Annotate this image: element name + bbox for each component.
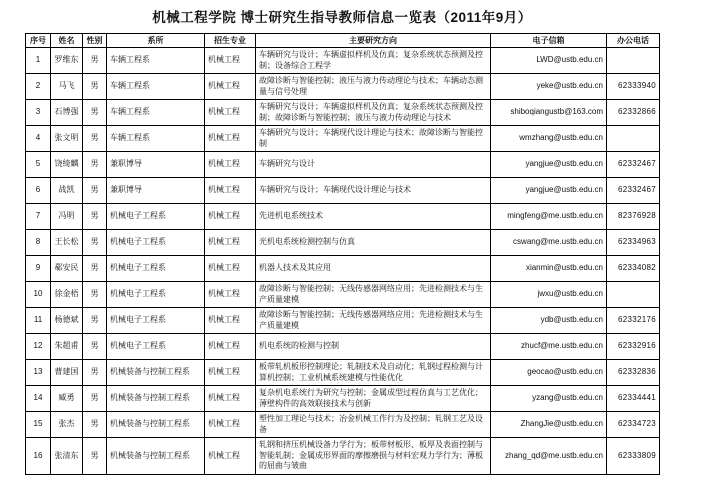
cell-department: 机械电子工程系 xyxy=(107,308,205,334)
table-row xyxy=(26,438,660,475)
cell-gender: 男 xyxy=(83,308,107,334)
cell-teacher-name: 战凯 xyxy=(51,178,83,204)
cell-research-direction: 车辆研究与设计；车辆虚拟样机及仿真；复杂系统状态预测及控制；设备综合工程学 xyxy=(256,48,491,74)
cell-department: 机械装备与控制工程系 xyxy=(107,386,205,412)
table-body xyxy=(26,48,660,475)
cell-serial-number: 15 xyxy=(26,412,51,438)
header-dept: 系所 xyxy=(107,34,205,48)
cell-teacher-name: 臧勇 xyxy=(51,386,83,412)
cell-enrollment-major: 机械工程 xyxy=(205,334,256,360)
cell-department: 机械电子工程系 xyxy=(107,204,205,230)
cell-department: 机械电子工程系 xyxy=(107,282,205,308)
cell-serial-number: 8 xyxy=(26,230,51,256)
cell-enrollment-major: 机械工程 xyxy=(205,204,256,230)
cell-serial-number: 7 xyxy=(26,204,51,230)
cell-gender: 男 xyxy=(83,178,107,204)
cell-research-direction: 车辆研究与设计 xyxy=(256,152,491,178)
cell-email: ydb@ustb.edu.cn xyxy=(491,308,607,334)
cell-serial-number: 12 xyxy=(26,334,51,360)
cell-gender: 男 xyxy=(83,412,107,438)
cell-gender: 男 xyxy=(83,256,107,282)
cell-research-direction: 车辆研究与设计；车辆现代设计理论与技术；故障诊断与智能控制 xyxy=(256,126,491,152)
cell-enrollment-major: 机械工程 xyxy=(205,126,256,152)
cell-enrollment-major: 机械工程 xyxy=(205,178,256,204)
table-row xyxy=(26,152,660,178)
cell-research-direction: 先进机电系统技术 xyxy=(256,204,491,230)
cell-email: wmzhang@ustb.edu.cn xyxy=(491,126,607,152)
cell-serial-number: 2 xyxy=(26,74,51,100)
cell-serial-number: 14 xyxy=(26,386,51,412)
table-row xyxy=(26,360,660,386)
page-title: 机械工程学院 博士研究生指导教师信息一览表（2011年9月） xyxy=(152,10,532,25)
cell-department: 车辆工程系 xyxy=(107,126,205,152)
cell-enrollment-major: 机械工程 xyxy=(205,230,256,256)
cell-department: 机械电子工程系 xyxy=(107,230,205,256)
cell-serial-number: 16 xyxy=(26,438,51,475)
cell-office-phone: 82376928 xyxy=(607,204,660,230)
cell-email: xianmin@ustb.edu.cn xyxy=(491,256,607,282)
header-no: 序号 xyxy=(26,34,51,48)
cell-enrollment-major: 机械工程 xyxy=(205,152,256,178)
table-row xyxy=(26,256,660,282)
teacher-info-sheet xyxy=(25,0,659,475)
cell-teacher-name: 马飞 xyxy=(51,74,83,100)
cell-serial-number: 5 xyxy=(26,152,51,178)
cell-serial-number: 6 xyxy=(26,178,51,204)
cell-teacher-name: 曹建国 xyxy=(51,360,83,386)
cell-office-phone: 62332467 xyxy=(607,178,660,204)
header-gender: 性别 xyxy=(83,34,107,48)
table-row xyxy=(26,126,660,152)
cell-email: yangjue@ustb.edu.cn xyxy=(491,152,607,178)
cell-email: jwxu@ustb.edu.cn xyxy=(491,282,607,308)
cell-office-phone: 62332467 xyxy=(607,152,660,178)
cell-gender: 男 xyxy=(83,152,107,178)
cell-teacher-name: 张文明 xyxy=(51,126,83,152)
cell-teacher-name: 张杰 xyxy=(51,412,83,438)
cell-office-phone: 62334082 xyxy=(607,256,660,282)
table-row xyxy=(26,282,660,308)
cell-gender: 男 xyxy=(83,48,107,74)
cell-research-direction: 复杂机电系统行为研究与控制；金属成型过程仿真与工艺优化；薄壁构件的高效联接技术与创新 xyxy=(256,386,491,412)
cell-email: mingfeng@me.ustb.edu.cn xyxy=(491,204,607,230)
cell-gender: 男 xyxy=(83,334,107,360)
cell-serial-number: 13 xyxy=(26,360,51,386)
cell-gender: 男 xyxy=(83,204,107,230)
cell-gender: 男 xyxy=(83,230,107,256)
cell-office-phone xyxy=(607,48,660,74)
cell-research-direction: 机器人技术及其应用 xyxy=(256,256,491,282)
table-row xyxy=(26,230,660,256)
cell-gender: 男 xyxy=(83,282,107,308)
cell-email: yeke@ustb.edu.cn xyxy=(491,74,607,100)
cell-office-phone xyxy=(607,282,660,308)
table-row xyxy=(26,334,660,360)
cell-department: 兼职博导 xyxy=(107,152,205,178)
cell-research-direction: 车辆研究与设计；车辆现代设计理论与技术 xyxy=(256,178,491,204)
cell-research-direction: 故障诊断与智能控制；无线传感器网络应用；先进检测技术与生产质量建模 xyxy=(256,282,491,308)
cell-enrollment-major: 机械工程 xyxy=(205,412,256,438)
cell-email: yzang@ustb.edu.cn xyxy=(491,386,607,412)
cell-research-direction: 板带轧机板形控制理论；轧制技术及自动化；轧钢过程检测与计算机控制；工业机械系统建模与性能优化 xyxy=(256,360,491,386)
cell-office-phone: 62334723 xyxy=(607,412,660,438)
cell-serial-number: 11 xyxy=(26,308,51,334)
cell-department: 车辆工程系 xyxy=(107,100,205,126)
cell-gender: 男 xyxy=(83,386,107,412)
cell-gender: 男 xyxy=(83,74,107,100)
cell-email: cswang@me.ustb.edu.cn xyxy=(491,230,607,256)
cell-office-phone: 62333940 xyxy=(607,74,660,100)
cell-research-direction: 故障诊断与智能控制；无线传感器网络应用；先进检测技术与生产质量建模 xyxy=(256,308,491,334)
cell-serial-number: 10 xyxy=(26,282,51,308)
table-row xyxy=(26,74,660,100)
cell-department: 机械电子工程系 xyxy=(107,256,205,282)
cell-research-direction: 轧钢和挤压机械设备力学行为；板带材板形、板厚及表面控制与智能轧制；金属成形界面的摩擦磨损与材料宏观力学行为；薄板的屈曲与皱曲 xyxy=(256,438,491,475)
cell-email: ZhangJie@ustb.edu.cn xyxy=(491,412,607,438)
cell-department: 机械装备与控制工程系 xyxy=(107,360,205,386)
cell-gender: 男 xyxy=(83,438,107,475)
cell-enrollment-major: 机械工程 xyxy=(205,438,256,475)
table-row xyxy=(26,386,660,412)
header-name: 姓名 xyxy=(51,34,83,48)
cell-enrollment-major: 机械工程 xyxy=(205,360,256,386)
cell-research-direction: 塑性加工理论与技术；冶金机械工作行为及控制；轧钢工艺及设备 xyxy=(256,412,491,438)
cell-serial-number: 3 xyxy=(26,100,51,126)
cell-enrollment-major: 机械工程 xyxy=(205,48,256,74)
cell-department: 车辆工程系 xyxy=(107,48,205,74)
cell-research-direction: 故障诊断与智能控制；液压与液力传动理论与技术；车辆动态测量与信号处理 xyxy=(256,74,491,100)
cell-department: 车辆工程系 xyxy=(107,74,205,100)
cell-office-phone: 62333809 xyxy=(607,438,660,475)
cell-enrollment-major: 机械工程 xyxy=(205,74,256,100)
cell-department: 机械装备与控制工程系 xyxy=(107,438,205,475)
cell-email: shiboqiangustb@163.com xyxy=(491,100,607,126)
cell-office-phone: 62332836 xyxy=(607,360,660,386)
cell-teacher-name: 杨德斌 xyxy=(51,308,83,334)
cell-office-phone: 62332176 xyxy=(607,308,660,334)
cell-teacher-name: 张清东 xyxy=(51,438,83,475)
cell-teacher-name: 罗维东 xyxy=(51,48,83,74)
cell-research-direction: 车辆研究与设计；车辆虚拟样机及仿真；复杂系统状态预测及控制；故障诊断与智能控制；液压与液力传动理论与技术 xyxy=(256,100,491,126)
cell-serial-number: 9 xyxy=(26,256,51,282)
cell-teacher-name: 朱超甫 xyxy=(51,334,83,360)
cell-email: zhucf@me.ustb.edu.cn xyxy=(491,334,607,360)
cell-enrollment-major: 机械工程 xyxy=(205,308,256,334)
cell-email: zhang_qd@me.ustb.edu.cn xyxy=(491,438,607,475)
cell-research-direction: 光机电系统检测控制与仿真 xyxy=(256,230,491,256)
cell-enrollment-major: 机械工程 xyxy=(205,386,256,412)
cell-email: yangjue@ustb.edu.cn xyxy=(491,178,607,204)
cell-enrollment-major: 机械工程 xyxy=(205,282,256,308)
cell-gender: 男 xyxy=(83,126,107,152)
cell-gender: 男 xyxy=(83,360,107,386)
cell-teacher-name: 郗安民 xyxy=(51,256,83,282)
cell-serial-number: 1 xyxy=(26,48,51,74)
cell-office-phone: 62334441 xyxy=(607,386,660,412)
cell-teacher-name: 冯明 xyxy=(51,204,83,230)
cell-serial-number: 4 xyxy=(26,126,51,152)
header-row xyxy=(26,34,660,48)
cell-teacher-name: 王长松 xyxy=(51,230,83,256)
cell-office-phone: 62332916 xyxy=(607,334,660,360)
table-row xyxy=(26,204,660,230)
cell-gender: 男 xyxy=(83,100,107,126)
cell-department: 机械电子工程系 xyxy=(107,334,205,360)
cell-office-phone: 62334963 xyxy=(607,230,660,256)
cell-enrollment-major: 机械工程 xyxy=(205,100,256,126)
table-row xyxy=(26,308,660,334)
cell-teacher-name: 徐金梧 xyxy=(51,282,83,308)
cell-department: 兼职博导 xyxy=(107,178,205,204)
cell-department: 机械装备与控制工程系 xyxy=(107,412,205,438)
table-row xyxy=(26,100,660,126)
cell-research-direction: 机电系统的检测与控制 xyxy=(256,334,491,360)
cell-enrollment-major: 机械工程 xyxy=(205,256,256,282)
table-row xyxy=(26,412,660,438)
cell-teacher-name: 石博强 xyxy=(51,100,83,126)
header-phone: 办公电话 xyxy=(607,34,660,48)
cell-office-phone: 62332866 xyxy=(607,100,660,126)
header-major: 招生专业 xyxy=(205,34,256,48)
cell-email: LWD@ustb.edu.cn xyxy=(491,48,607,74)
cell-office-phone xyxy=(607,126,660,152)
header-email: 电子信箱 xyxy=(491,34,607,48)
cell-teacher-name: 饶绮麟 xyxy=(51,152,83,178)
table-header xyxy=(26,34,660,48)
table-row xyxy=(26,178,660,204)
teacher-info-table xyxy=(25,33,660,475)
table-row xyxy=(26,48,660,74)
header-research: 主要研究方向 xyxy=(256,34,491,48)
cell-email: geocao@ustb.edu.cn xyxy=(491,360,607,386)
